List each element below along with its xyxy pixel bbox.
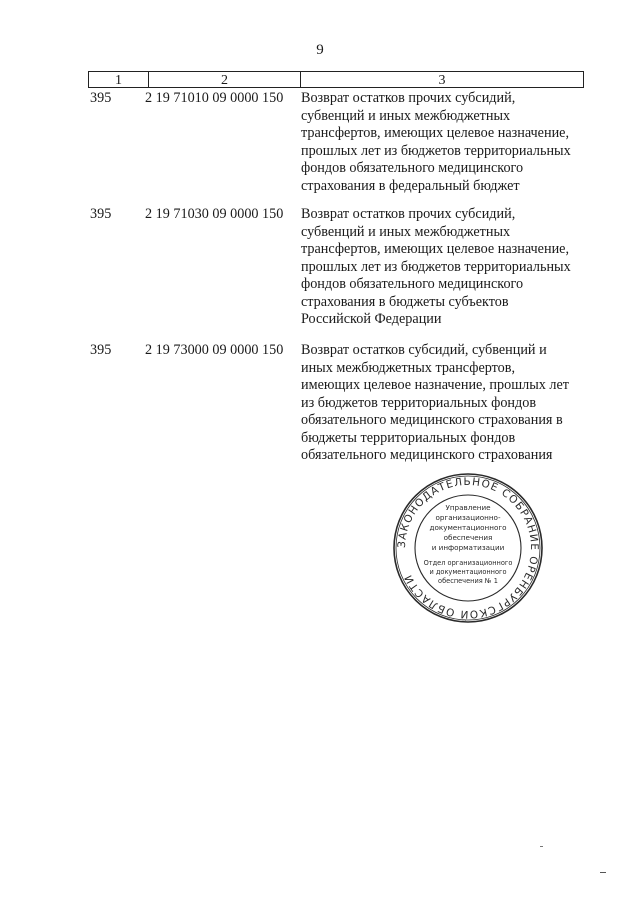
description-line: субвенций и иных межбюджетных — [301, 107, 511, 124]
description-line: Российской Федерации — [301, 311, 442, 327]
description-line: Возврат остатков прочих субсидий, — [301, 90, 516, 106]
description-line: трансфертов, имеющих целевое назначение, — [301, 125, 570, 141]
description-line: прошлых лет из бюджетов территориальных — [301, 258, 571, 275]
description-line: из бюджетов территориальных фондов — [301, 394, 537, 411]
admin-code: 395 — [90, 342, 112, 358]
table-header — [88, 71, 584, 88]
description-line: Возврат остатков прочих субсидий, — [301, 206, 516, 222]
stamp-seal-icon — [392, 472, 544, 624]
header-col-2: 2 — [149, 72, 301, 87]
description-line: обязательного медицинского страхования в — [301, 412, 563, 428]
stamp-line: обеспечения № 1 — [438, 577, 498, 585]
description-line: прошлых лет из бюджетов территориальных — [301, 142, 571, 159]
stamp-line: обеспечения — [443, 533, 493, 542]
scan-speck — [600, 872, 606, 873]
page-number: 9 — [316, 42, 324, 58]
stamp-outer-text: ЗАКОНОДАТЕЛЬНОЕ СОБРАНИЕ ОРЕНБУРГСКОЙ ОБЛАСТИ — [395, 475, 541, 621]
budget-code: 2 19 71010 09 0000 150 — [145, 90, 284, 106]
description-line: трансфертов, имеющих целевое назначение, — [301, 241, 570, 257]
description — [301, 342, 591, 465]
stamp-line: документационного — [429, 523, 507, 532]
description — [301, 90, 591, 195]
description-line: субвенций и иных межбюджетных — [301, 223, 511, 240]
header-col-1: 1 — [89, 72, 149, 87]
stamp-line: Управление — [445, 503, 491, 512]
description-line: фондов обязательного медицинского — [301, 160, 524, 176]
stamp-line: и документационного — [429, 568, 507, 576]
scan-speck — [540, 846, 543, 847]
description-line: Возврат остатков субсидий, субвенций и — [301, 342, 547, 358]
description-line: обязательного медицинского страхования — [301, 447, 553, 463]
header-col-3: 3 — [438, 73, 446, 88]
budget-code: 2 19 73000 09 0000 150 — [145, 342, 284, 358]
description — [301, 206, 591, 329]
stamp-line: Отдел организационного — [423, 559, 513, 567]
description-line: иных межбюджетных трансфертов, — [301, 359, 516, 376]
description-line: страхования в федеральный бюджет — [301, 177, 520, 194]
official-stamp — [392, 472, 544, 624]
description-line: фондов обязательного медицинского — [301, 276, 524, 292]
stamp-line: и информатизации — [431, 543, 505, 552]
admin-code: 395 — [90, 90, 112, 106]
description-line: страхования в бюджеты субъектов — [301, 293, 509, 310]
description-line: имеющих целевое назначение, прошлых лет — [301, 377, 569, 393]
description-line: бюджеты территориальных фондов — [301, 429, 516, 446]
stamp-line: организационно- — [435, 513, 501, 522]
budget-code: 2 19 71030 09 0000 150 — [145, 206, 284, 222]
admin-code: 395 — [90, 206, 112, 222]
